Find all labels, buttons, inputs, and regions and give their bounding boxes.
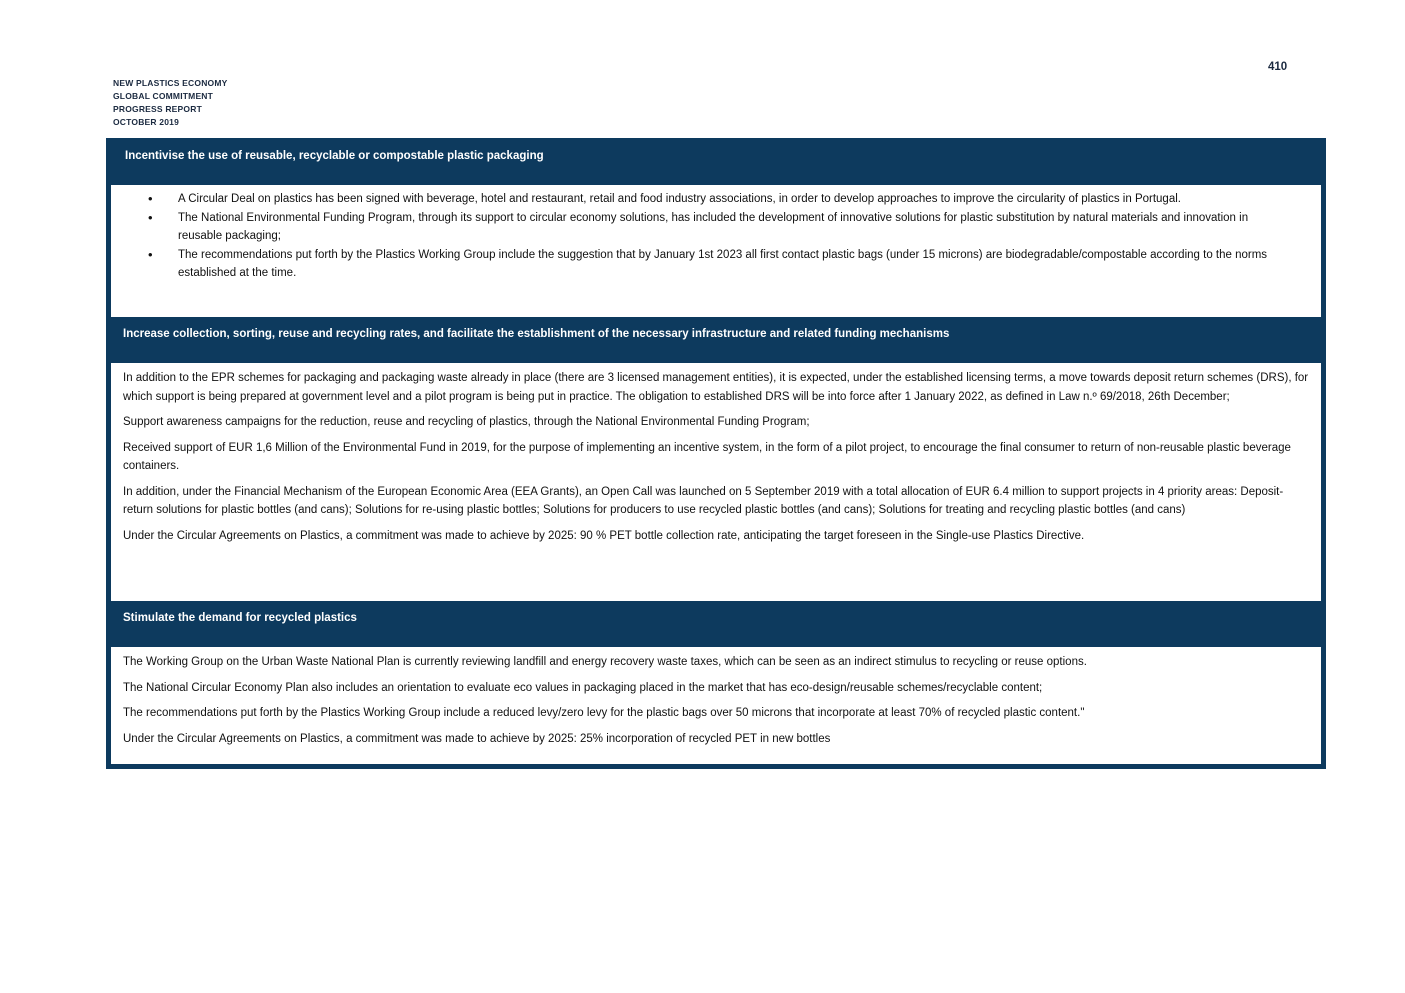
paragraph: Support awareness campaigns for the reduction, reuse and recycling of plastics, through the National Environmental Funding Program; [123,416,810,428]
list-item: • The National Environmental Funding Program, through its support to circular economy solutions, has included the development of innovative solutions for plastic substitution by natural materials and innovation in reusable packaging; [111,209,1321,246]
report-date-line: OCTOBER 2019 [113,117,180,127]
paragraph: Under the Circular Agreements on Plastics, a commitment was made to achieve by 2025: 25% incorporation of recycled PET in new bottles [123,732,831,745]
section-body-incentivise [111,185,1321,317]
paragraph: In addition, under the Financial Mechanism of the European Economic Area (EEA Grants), an Open Call was launched on 5 September 2019 with a total allocation of EUR 6.4 million to support projects in 4 priority areas: Deposit-return solutions for plastic bottles (and cans); Solutions for re-using plastic bottles; Solutions for producers to use recycled plastic bottles (and cans); Solutions for treating and recycling plastic bottles (and cans) [123,485,1284,516]
report-subtitle-line: GLOBAL COMMITMENT [113,91,214,101]
paragraph: The recommendations put forth by the Plastics Working Group include a reduced levy/zero levy for the plastic bags over 50 microns that incorporate at least 70% of recycled plastic content." [123,707,1085,719]
section-heading-incentivise: Incentivise the use of reusable, recyclable or compostable plastic packaging [125,150,544,162]
section-heading-stimulate-demand: Stimulate the demand for recycled plastics [123,612,357,624]
incentivise-bullet-list [111,190,1321,283]
page-number: 410 [1268,61,1288,73]
paragraph: In addition to the EPR schemes for packaging and packaging waste already in place (there are 3 licensed management entities), it is expected, under the established licensing terms, a move towards deposit return schemes (DRS), for which support is being prepared at government level and a pilot program is being put in practice. The obligation to established DRS will be into force after 1 January 2022, as defined in Law n.º 69/2018, 26th December; [123,372,1309,403]
section-body-stimulate-demand [111,647,1321,764]
list-item: • A Circular Deal on plastics has been signed with beverage, hotel and restaurant, retail and food industry associations, in order to develop approaches to improve the circularity of plastics in Portugal. [111,190,1321,209]
section-heading-increase-collection: Increase collection, sorting, reuse and recycling rates, and facilitate the establishment of the necessary infrastructure and related funding mechanisms [123,328,950,340]
report-type-line: PROGRESS REPORT [113,104,202,114]
commitments-table [106,138,1326,769]
paragraph: The Working Group on the Urban Waste National Plan is currently reviewing landfill and energy recovery waste taxes, which can be seen as an indirect stimulus to recycling or reuse options. [123,656,1087,668]
paragraph: The National Circular Economy Plan also includes an orientation to evaluate eco values in packaging placed in the market that has eco-design/reusable schemes/recyclable content; [123,681,1043,694]
report-header [113,77,228,129]
list-item: • The recommendations put forth by the Plastics Working Group include the suggestion that by January 1st 2023 all first contact plastic bags (under 15 microns) are biodegradable/compostable according to the norms established at the time. [111,246,1321,283]
section-body-increase-collection [111,363,1321,601]
paragraph: Under the Circular Agreements on Plastics, a commitment was made to achieve by 2025: 90 % PET bottle collection rate, anticipating the target foreseen in the Single-use Plastics Directive. [123,529,1085,542]
paragraph: Received support of EUR 1,6 Million of the Environmental Fund in 2019, for the purpose of implementing an incentive system, in the form of a pilot project, to encourage the final consumer to return of non-reusable plastic beverage containers. [123,441,1291,472]
report-title-line: NEW PLASTICS ECONOMY [113,78,228,88]
